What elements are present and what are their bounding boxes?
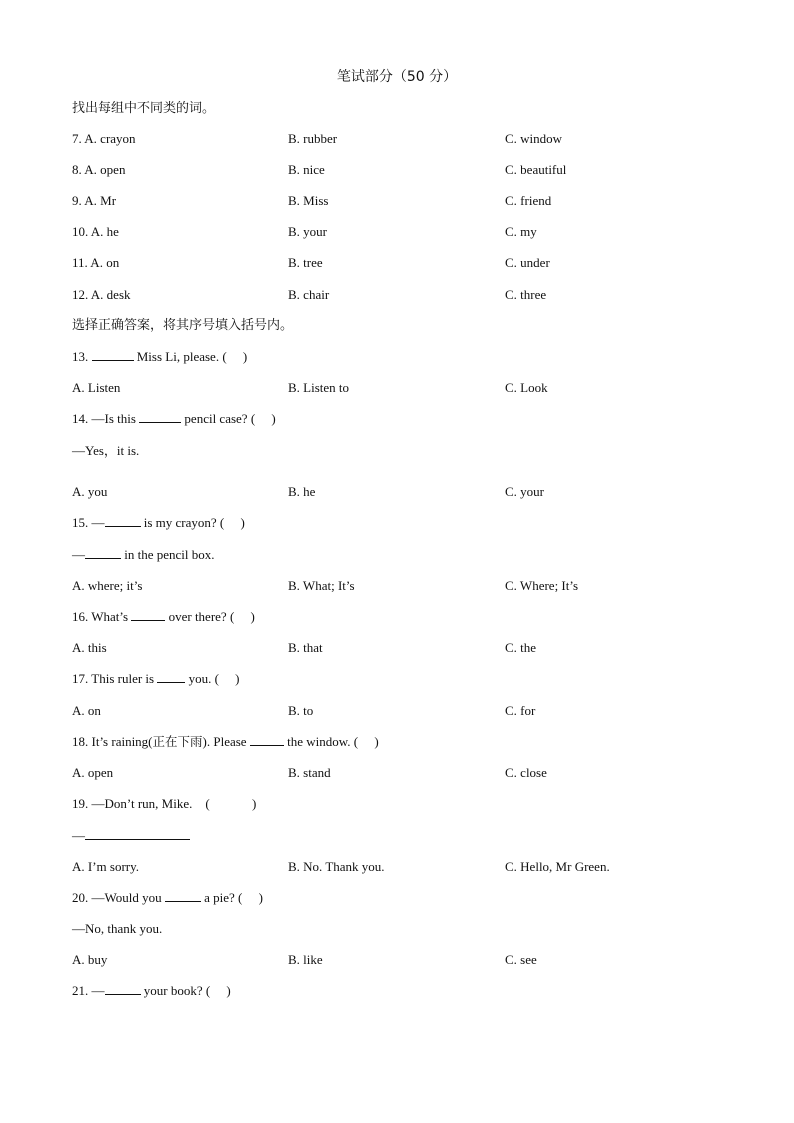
q8-options — [72, 161, 732, 179]
q17-options — [72, 702, 732, 720]
q18-option-c: C. close — [505, 765, 547, 780]
q9-option-a: 9. A. Mr — [72, 193, 117, 208]
q15-reply-pre: — — [72, 547, 85, 562]
q13-option-c: C. Look — [505, 380, 548, 395]
q15-options — [72, 577, 732, 595]
q20-options — [72, 951, 732, 969]
q15-stem-post: is my crayon? ( ) — [140, 515, 245, 530]
q14-stem-post: pencil case? ( ) — [181, 411, 276, 426]
q20-reply: —No, thank you. — [72, 921, 163, 936]
q12-option-a: 12. A. desk — [72, 287, 131, 302]
q17-stem-pre: 17. This ruler is — [72, 671, 158, 686]
q18-blank[interactable] — [250, 733, 284, 746]
q10-option-a: 10. A. he — [72, 224, 119, 239]
q21-blank[interactable] — [105, 982, 141, 995]
q16-option-c: C. the — [505, 640, 537, 655]
q18-option-b: B. stand — [288, 765, 331, 780]
q15-reply — [72, 546, 215, 564]
q20-option-b: B. like — [288, 952, 323, 967]
q13-option-b: B. Listen to — [288, 380, 350, 395]
q20-stem-pre: 20. —Would you — [72, 890, 165, 905]
q16-stem — [72, 608, 255, 626]
q13-blank[interactable] — [92, 348, 134, 361]
q15-reply-blank[interactable] — [85, 546, 121, 559]
q9-options — [72, 192, 732, 210]
q8-option-c: C. beautiful — [505, 162, 567, 177]
q20-stem-post: a pie? ( ) — [200, 890, 263, 905]
q12-option-b: B. chair — [288, 287, 330, 302]
q18-stem-pre: 18. It’s raining( — [72, 734, 153, 749]
q18-stem-mid: ). Please — [202, 734, 250, 749]
page-title: 笔试部分（50 分） — [336, 69, 458, 85]
q16-option-a: A. this — [72, 640, 107, 655]
q19-stem: 19. —Don’t run, Mike. ( ) — [72, 796, 257, 811]
q15-stem-pre: 15. — — [72, 515, 105, 530]
q19-reply-blank[interactable] — [85, 827, 190, 840]
q18-stem — [72, 733, 379, 751]
q17-option-a: A. on — [72, 703, 101, 718]
q16-stem-post: over there? ( ) — [165, 609, 255, 624]
q20-option-c: C. see — [505, 952, 537, 967]
q12-options — [72, 286, 732, 304]
q14-blank[interactable] — [139, 410, 181, 423]
q13-stem-pre: 13. — [72, 349, 92, 364]
q18-stem-post: the window. ( ) — [283, 734, 379, 749]
q7-option-b: B. rubber — [288, 131, 338, 146]
q14-stem — [72, 410, 276, 428]
q15-option-c: C. Where; It’s — [505, 578, 579, 593]
q20-option-a: A. buy — [72, 952, 108, 967]
q18-option-a: A. open — [72, 765, 114, 780]
q14-stem-pre: 14. —Is this — [72, 411, 140, 426]
q19-option-b: B. No. Thank you. — [288, 859, 385, 874]
q10-options — [72, 223, 732, 241]
q17-stem — [72, 670, 240, 688]
q9-option-c: C. friend — [505, 193, 552, 208]
q14-reply: —Yes，it is. — [72, 443, 140, 458]
q10-option-c: C. my — [505, 224, 537, 239]
section1-instruction: 找出每组中不同类的词。 — [72, 101, 216, 116]
q16-options — [72, 639, 732, 657]
q14-option-a: A. you — [72, 484, 108, 499]
q21-stem-post: your book? ( ) — [140, 983, 231, 998]
q13-option-a: A. Listen — [72, 380, 121, 395]
q11-option-a: 11. A. on — [72, 255, 120, 270]
q7-option-c: C. window — [505, 131, 563, 146]
q13-stem — [72, 348, 247, 366]
q20-stem — [72, 889, 263, 907]
q17-blank[interactable] — [157, 670, 185, 683]
q18-options — [72, 764, 732, 782]
q7-options — [72, 130, 732, 148]
q21-stem-pre: 21. — — [72, 983, 105, 998]
q12-option-c: C. three — [505, 287, 547, 302]
q14-option-c: C. your — [505, 484, 544, 499]
q19-option-a: A. I’m sorry. — [72, 859, 140, 874]
q10-option-b: B. your — [288, 224, 327, 239]
q11-options — [72, 254, 732, 272]
q13-options — [72, 379, 732, 397]
q11-option-b: B. tree — [288, 255, 323, 270]
q17-option-c: C. for — [505, 703, 536, 718]
q19-reply-pre: — — [72, 828, 85, 843]
q16-blank[interactable] — [131, 608, 165, 621]
q19-options — [72, 858, 732, 876]
q18-chinese-gloss: 正在下雨 — [152, 734, 203, 749]
q13-stem-post: Miss Li, please. ( ) — [133, 349, 248, 364]
q15-option-b: B. What; It’s — [288, 578, 355, 593]
q14-option-b: B. he — [288, 484, 316, 499]
q9-option-b: B. Miss — [288, 193, 329, 208]
q19-reply — [72, 827, 190, 845]
q15-option-a: A. where; it’s — [72, 578, 143, 593]
q21-stem — [72, 982, 231, 1000]
q8-option-b: B. nice — [288, 162, 325, 177]
q17-option-b: B. to — [288, 703, 314, 718]
q8-option-a: 8. A. open — [72, 162, 126, 177]
q16-option-b: B. that — [288, 640, 323, 655]
q14-options — [72, 483, 732, 501]
q15-reply-post: in the pencil box. — [121, 547, 215, 562]
q16-stem-pre: 16. What’s — [72, 609, 132, 624]
q11-option-c: C. under — [505, 255, 550, 270]
q17-stem-post: you. ( ) — [185, 671, 240, 686]
q19-option-c: C. Hello, Mr Green. — [505, 859, 610, 874]
q20-blank[interactable] — [165, 889, 201, 902]
section2-instruction: 选择正确答案，将其序号填入括号内。 — [72, 318, 294, 333]
q15-stem — [72, 514, 245, 532]
q7-option-a: 7. A. crayon — [72, 131, 136, 146]
q15-blank[interactable] — [105, 514, 141, 527]
